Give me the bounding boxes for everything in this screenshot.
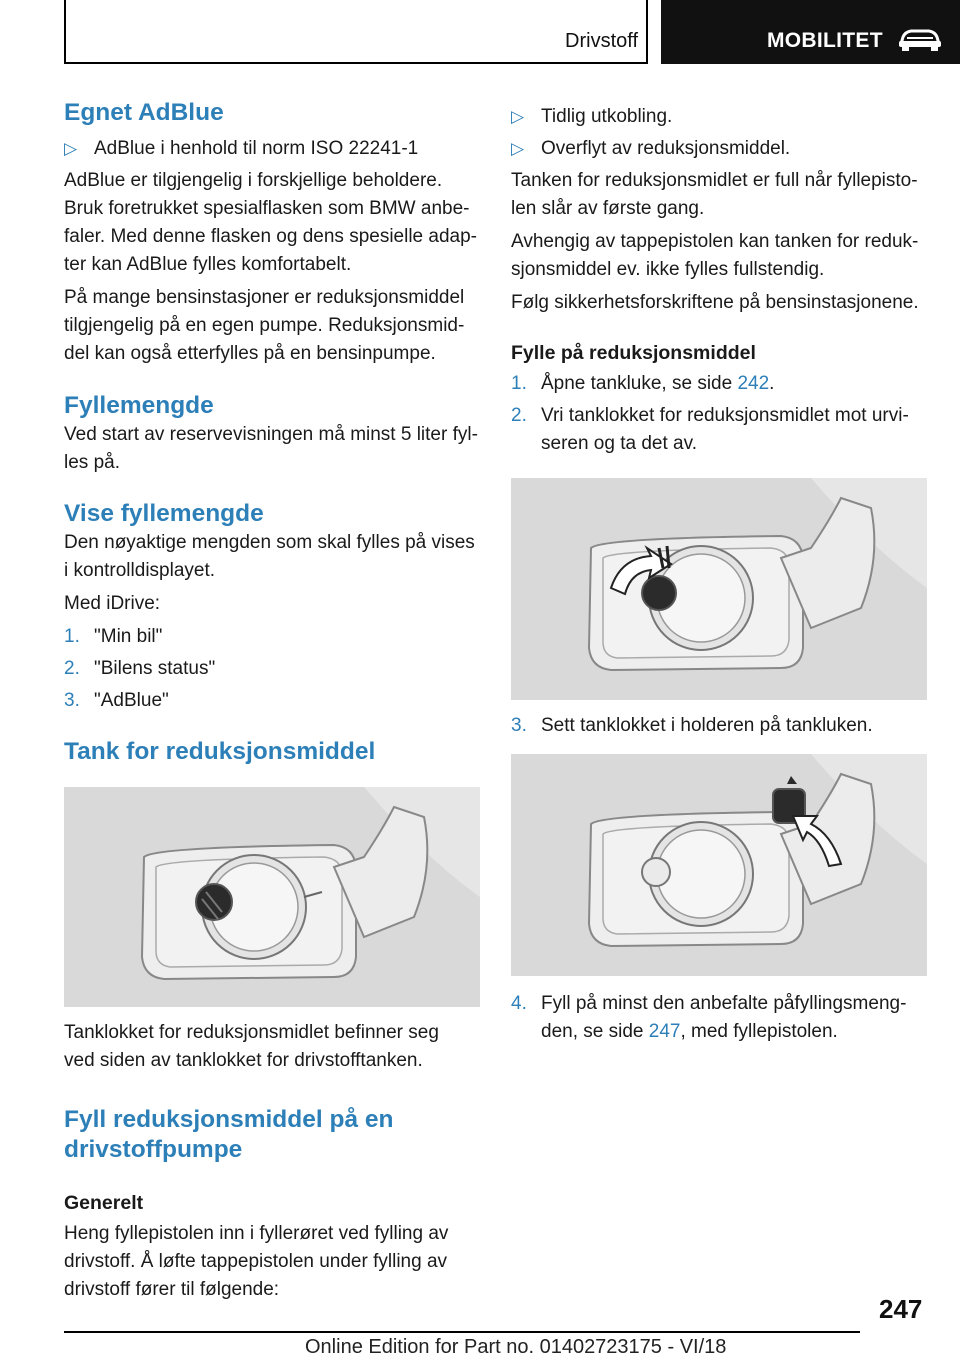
text-line: Avhengig av tappepistolen kan tanken for reduk- — [511, 231, 919, 252]
list-item — [64, 135, 480, 163]
triangle-bullet-icon: ▷ — [511, 139, 525, 158]
list-item — [511, 370, 927, 398]
text-line: ter kan AdBlue fylles komfortabelt. — [64, 254, 352, 275]
list-item — [511, 135, 927, 163]
egnet-bullet-text: AdBlue i henhold til norm ISO 22241-1 — [94, 138, 419, 159]
triangle-bullet-icon: ▷ — [511, 107, 525, 126]
page-link-242[interactable]: 242 — [737, 373, 770, 394]
text-line: Ved start av reservevisningen må minst 5 liter fyl- — [64, 424, 478, 445]
vise-paragraph — [64, 529, 480, 585]
text-line: faler. Med denne flasken og dens spesielle adap- — [64, 226, 477, 247]
step-number: 4. — [511, 993, 527, 1014]
text-line: sjonsmiddel ev. ikke fylles fullstendig. — [511, 259, 825, 280]
step-text: "Min bil" — [94, 626, 163, 647]
step-text-end: . — [769, 373, 775, 394]
heading-egnet-adblue: Egnet AdBlue — [64, 99, 224, 126]
heading-fylle-reduksjonsmiddel: Fylle på reduksjonsmiddel — [511, 342, 756, 364]
list-item — [511, 103, 927, 131]
list-item — [511, 990, 927, 1046]
list-item — [511, 712, 927, 740]
step-number: 2. — [64, 658, 80, 679]
heading-vise-fyllemengde: Vise fyllemengde — [64, 500, 264, 527]
text-line: ved siden av tanklokket for drivstofftanken. — [64, 1050, 423, 1071]
text-line: les på. — [64, 452, 120, 473]
text-line: På mange bensinstasjoner er reduksjonsmiddel — [64, 287, 465, 308]
vise-idrive: Med iDrive: — [64, 593, 161, 614]
text-line: tilgjengelig på en egen pumpe. Reduksjonsmid- — [64, 315, 465, 336]
heading-generelt: Generelt — [64, 1192, 144, 1214]
list-item — [511, 402, 927, 458]
text-line: Bruk foretrukket spesialflasken som BMW anbe- — [64, 198, 470, 219]
list-item — [64, 623, 480, 651]
text-line: drivstoff fører til følgende: — [64, 1279, 280, 1300]
text-line: AdBlue er tilgjengelig i forskjellige beholdere. — [64, 170, 443, 191]
step-number: 1. — [64, 626, 80, 647]
tank-caption — [64, 1019, 480, 1075]
step-text: "AdBlue" — [94, 690, 169, 711]
step-text: Vri tanklokket for reduksjonsmidlet mot urvi- — [541, 405, 909, 426]
step-text-line-2 — [541, 1018, 927, 1046]
fyllemengde-paragraph — [64, 421, 480, 477]
page-number: 247 — [879, 1294, 923, 1324]
step-text: "Bilens status" — [94, 658, 216, 679]
figure-cap-holder — [511, 754, 927, 976]
step-number: 3. — [511, 715, 527, 736]
heading-line: Fyll reduksjonsmiddel på en — [64, 1106, 394, 1133]
text-line: Tanken for reduksjonsmidlet er full når fyllepisto- — [511, 170, 918, 191]
heading-fyll-reduksjonsmiddel — [64, 1105, 480, 1165]
right-paragraph-2 — [511, 228, 927, 284]
text-line: i kontrolldisplayet. — [64, 560, 216, 581]
triangle-bullet-icon: ▷ — [64, 139, 78, 158]
text-line: len slår av første gang. — [511, 198, 705, 219]
heading-fyllemengde: Fyllemengde — [64, 392, 214, 419]
generelt-paragraph — [64, 1220, 480, 1304]
step-number: 3. — [64, 690, 80, 711]
header-chapter-label: MOBILITET — [767, 29, 883, 52]
right-paragraph-1 — [511, 167, 927, 223]
egnet-paragraph-1 — [64, 167, 480, 279]
bullet-text: Overflyt av reduksjonsmiddel. — [541, 138, 791, 159]
text-line: del kan også etterfylles på en bensinpumpe. — [64, 343, 436, 364]
egnet-paragraph-2 — [64, 284, 480, 368]
right-column — [511, 103, 927, 1046]
vise-steps-list — [64, 623, 480, 715]
left-column — [64, 98, 480, 1304]
step-text: seren og ta det av. — [541, 433, 697, 454]
step-text: , med fyllepistolen. — [680, 1021, 838, 1042]
text-line: Tanklokket for reduksjonsmidlet befinner seg — [64, 1022, 439, 1043]
bullet-text: Tidlig utkobling. — [541, 106, 673, 127]
figure-remove-cap — [511, 478, 927, 700]
header-chapter-tab — [661, 0, 960, 64]
footer-rule — [64, 1331, 860, 1333]
right-paragraph-3: Følg sikkerhetsforskriftene på bensinstasjonene. — [511, 292, 919, 313]
step-text: den, se side — [541, 1021, 649, 1042]
step-number: 1. — [511, 373, 527, 394]
car-icon — [897, 26, 943, 52]
step-text: Fyll på minst den anbefalte påfyllingsmeng- — [541, 993, 907, 1014]
header-section-title: Drivstoff — [565, 30, 638, 52]
text-line: Den nøyaktige mengden som skal fylles på vises — [64, 532, 475, 553]
footer-edition: Online Edition for Part no. 01402723175 - VI/18 — [305, 1336, 727, 1358]
heading-line: drivstoffpumpe — [64, 1136, 243, 1163]
page-link-247[interactable]: 247 — [648, 1021, 681, 1042]
step-text: Åpne tankluke, se side — [541, 373, 738, 394]
step-number: 2. — [511, 405, 527, 426]
text-line: drivstoff. Å løfte tappepistolen under fylling av — [64, 1251, 448, 1272]
header-section-box — [64, 0, 648, 64]
list-item — [64, 687, 480, 715]
heading-tank-reduksjonsmiddel: Tank for reduksjonsmiddel — [64, 738, 376, 765]
step-text: Sett tanklokket i holderen på tankluken. — [541, 715, 873, 736]
text-line: Heng fyllepistolen inn i fyllerøret ved fylling av — [64, 1223, 449, 1244]
list-item — [64, 655, 480, 683]
figure-tank-location — [64, 787, 480, 1007]
